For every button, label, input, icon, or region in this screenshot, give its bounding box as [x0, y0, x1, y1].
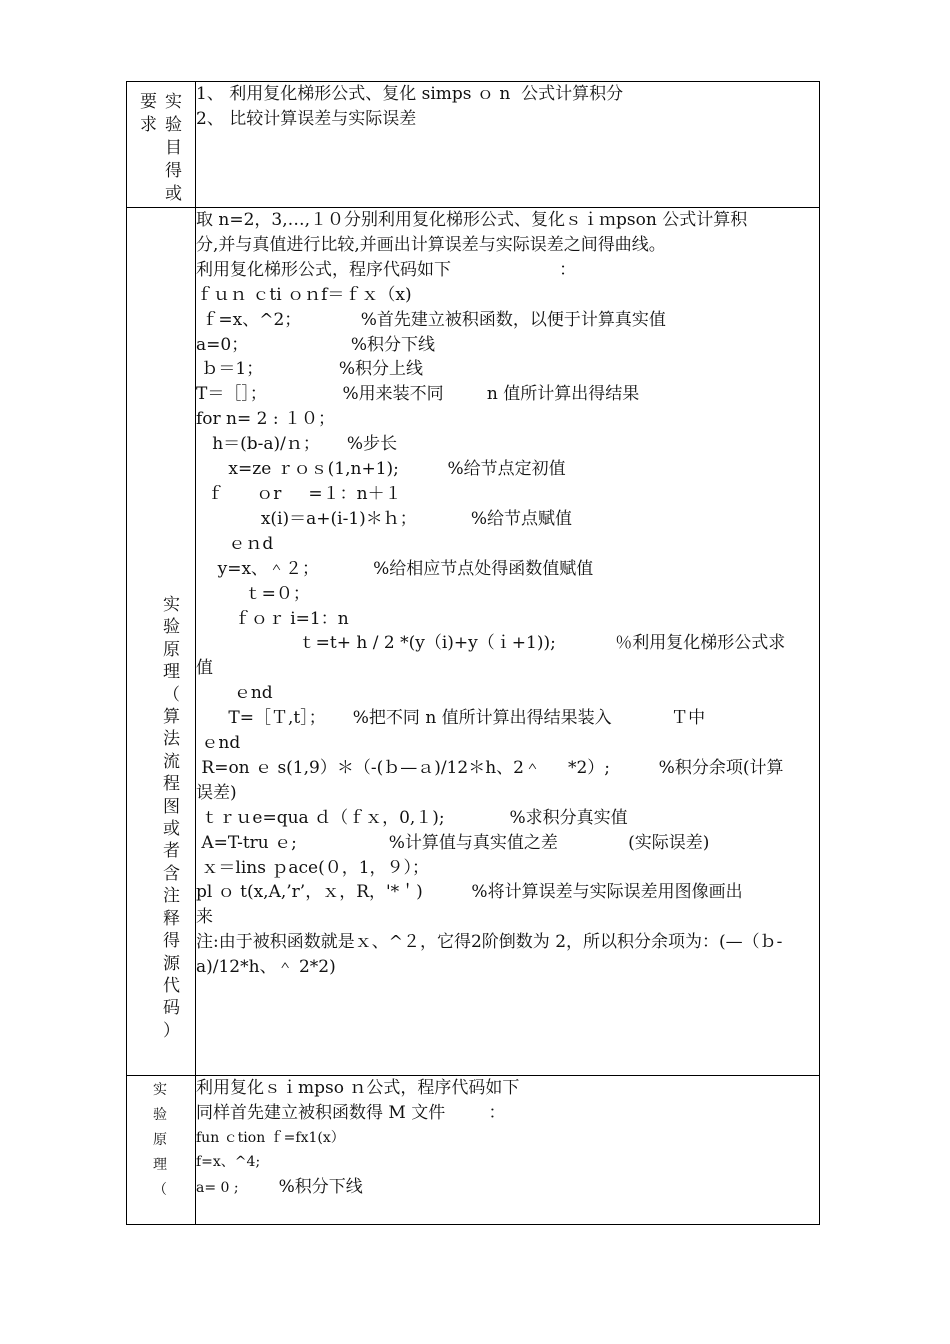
side-label-char: 得	[165, 161, 182, 181]
code-comment: %积分下线	[278, 1176, 363, 1197]
side-label-char: 流	[163, 751, 180, 772]
code-line: ｔ=t+ h / 2 *(y（i)+y（ｉ+1)); ％利用复化梯形公式求	[196, 633, 786, 654]
side-label-char: 含	[163, 863, 180, 884]
purpose-line: 2、 比较计算误差与实际误差	[196, 108, 417, 129]
code-line: 来	[196, 907, 213, 928]
section-principle-row	[127, 208, 820, 1076]
code-line: x(i)＝a+(i-1)＊ｈ； %给节点赋值	[196, 508, 572, 529]
code-line: 值	[196, 658, 213, 679]
side-label-char: ）	[163, 1020, 180, 1041]
code-line: 分,并与真值进行比较,并画出计算误差与实际误差之间得曲线。	[196, 234, 666, 255]
code-line: ｂ＝1； %积分上线	[196, 359, 424, 380]
side-label-char: 实	[153, 1082, 167, 1098]
code-line: for n= 2 : １０；	[196, 409, 336, 430]
code-line: T=［Ｔ,t］； %把不同 n 值所计算出得结果装入 Ｔ中	[196, 708, 706, 729]
side-label-char: 源	[163, 953, 180, 974]
side-label-char: 要	[140, 92, 157, 112]
side-label-char: 验	[163, 617, 180, 638]
side-label-char: 实	[165, 92, 182, 112]
purpose-line: 1、 利用复化梯形公式、复化 simps ｏ n 公式计算积分	[196, 84, 624, 104]
code-line: ｆｕｎ ｃti ｏｎf＝ｆｘ（x)	[196, 284, 412, 305]
code-line: fun ｃtion ｆ=fx1(x）	[196, 1129, 345, 1146]
side-label-char: 算	[163, 707, 180, 728]
code-line: A=T-tru ｅ; %计算值与真实值之差 (实际误差)	[196, 832, 710, 853]
code-line: 误差)	[196, 782, 237, 803]
code-line: x=ze ｒｏｓ(1,n+1); %给节点定初值	[196, 459, 566, 480]
code-line: 利用复化梯形公式，程序代码如下 ：	[196, 259, 577, 280]
side-label-char: 图	[163, 796, 180, 817]
side-label-char: 验	[153, 1107, 167, 1123]
code-line: ｅｎd	[196, 533, 274, 554]
code-line: ｔｒｕe=qua ｄ（ｆｘ，0,１); %求积分真实值	[196, 807, 628, 828]
code-line	[196, 1175, 819, 1201]
code-line: ｘ＝lins ｐace(０，1，９）；	[196, 857, 430, 878]
side-label-char: 实	[163, 595, 180, 615]
code-line: y=x、＾２； %给相应节点处得函数值赋值	[196, 558, 594, 579]
principle-content	[196, 208, 820, 1076]
side-label-char: 或	[163, 819, 180, 840]
side-label-char: 码	[163, 998, 180, 1019]
code-text: a= 0 ;	[196, 1179, 239, 1196]
section-simpson-row	[127, 1076, 820, 1225]
side-label-char: 代	[163, 975, 180, 996]
side-label-char: 理	[153, 1157, 167, 1173]
side-label-char: 原	[163, 639, 180, 660]
principle-label-chars	[163, 594, 180, 1042]
code-line: a=0； %积分下线	[196, 334, 436, 355]
section-purpose-row	[127, 82, 820, 208]
simpson-label-chars	[153, 1078, 167, 1203]
side-label-char: 或	[165, 184, 182, 204]
purpose-side-label	[127, 82, 196, 208]
side-label-char: （	[153, 1182, 167, 1198]
side-label-char: （	[163, 684, 180, 705]
code-line: ｆ ｏr =１：n＋１	[196, 483, 402, 504]
code-line: pl ｏ t(x,A,’r’，ｘ，R，'*＇) %将计算误差与实际误差用图像画出	[196, 882, 743, 903]
side-label-char: 目	[165, 138, 182, 158]
principle-side-label	[127, 208, 196, 1076]
code-line: 同样首先建立被积函数得 M 文件 ：	[196, 1102, 506, 1123]
side-label-char: 理	[163, 662, 180, 683]
side-label-char: 程	[163, 774, 180, 795]
simpson-content	[196, 1076, 820, 1225]
document-page	[126, 81, 820, 1225]
purpose-label-col1	[140, 91, 157, 137]
code-line: 取 n=2，3,…,１０分别利用复化梯形公式、复化ｓｉｍpson 公式计算积	[196, 210, 748, 230]
purpose-content	[196, 82, 820, 208]
side-label-char: 释	[163, 908, 180, 929]
code-line: f=x、^4;	[196, 1154, 261, 1171]
purpose-label-col2	[165, 91, 182, 206]
side-label-char: 得	[163, 931, 180, 952]
code-line: R=on ｅ s(1,9）＊（-(ｂ—ａ)/12＊h、2＾ *2）; %积分余项(计算	[196, 757, 784, 778]
side-label-char: 求	[140, 115, 157, 135]
code-line: h＝(b-a)/ｎ； %步长	[196, 434, 398, 455]
code-line: T＝［］； %用来装不同 n 值所计算出得结果	[196, 384, 640, 405]
code-line: 利用复化ｓｉmpso ｎ公式，程序代码如下	[196, 1078, 520, 1098]
note-text: 注:由于被积函数就是ｘ、^２，它得2阶倒数为 2，所以积分余项为：(—（ｂ-a)/12*h、＾ 2*2)	[196, 932, 783, 978]
code-line: ｔ=０；	[196, 583, 310, 604]
code-line: ｅnd	[196, 733, 241, 754]
side-label-char: 者	[163, 841, 180, 862]
side-label-char: 验	[165, 115, 182, 135]
simpson-side-label	[127, 1076, 196, 1225]
side-label-char: 注	[163, 886, 180, 907]
code-line: ｆｏｒ i=1：n	[196, 608, 349, 629]
experiment-table	[126, 81, 820, 1225]
code-line: ｅnd	[196, 683, 273, 704]
side-label-char: 原	[153, 1132, 167, 1148]
code-line: ｆ=x、^2； %首先建立被积函数，以便于计算真实值	[196, 309, 666, 330]
side-label-char: 法	[163, 729, 180, 750]
